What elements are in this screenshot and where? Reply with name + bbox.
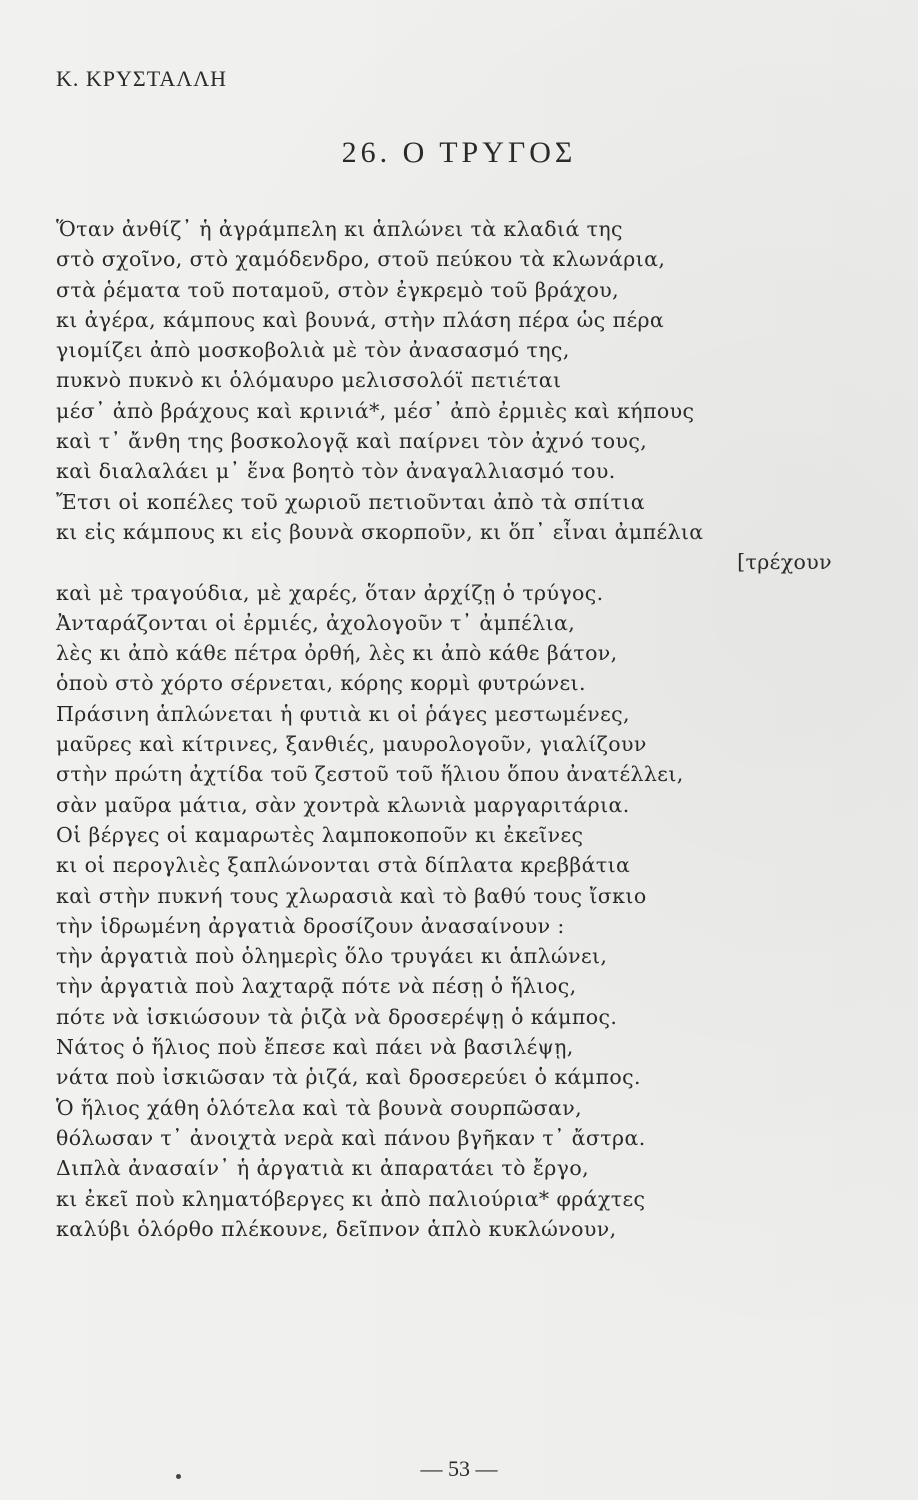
poem-line: στὸ σχοῖνο, στὸ χαμόδενδρο, στοῦ πεύκου τὰ κλωνάρια, — [56, 247, 666, 272]
poem-line: κι ἀγέρα, κάμπους καὶ βουνά, στὴν πλάση πέρα ὡς πέρα — [56, 307, 665, 332]
poem-line: καὶ μὲ τραγούδια, μὲ χαρές, ὅταν ἀρχίζῃ ὁ τρύγος. — [56, 580, 604, 605]
poem-line: στὴν πρώτη ἀχτίδα τοῦ ζεστοῦ τοῦ ἥλιου ὅπου ἀνατέλλει, — [56, 762, 684, 787]
poem-title: 26. Ο ΤΡΥΓΟΣ — [341, 136, 577, 169]
poem-line: μαῦρες καὶ κίτρινες, ξανθιές, μαυρολογοῦν, γιαλίζουν — [56, 732, 647, 757]
poem-line: Ἀνταράζονται οἱ ἐρμιές, ἀχολογοῦν τ᾽ ἀμπέλια, — [56, 610, 576, 635]
poem-line: ὁποὺ στὸ χόρτο σέρνεται, κόρης κορμὶ φυτρώνει. — [56, 671, 586, 696]
poem-line: Ὅταν ἀνθίζ᾽ ἡ ἀγράμπελη κι ἁπλώνει τὰ κλαδιά της — [56, 217, 623, 241]
poem-line: γιομίζει ἀπὸ μοσκοβολιὰ μὲ τὸν ἀνασασμό της, — [56, 338, 570, 363]
poem-line: στὰ ῥέματα τοῦ ποταμοῦ, στὸν ἐγκρεμὸ τοῦ βράχου, — [56, 277, 619, 302]
poem-line: σὰν μαῦρα μάτια, σὰν χοντρὰ κλωνιὰ μαργαριτάρια. — [56, 792, 630, 817]
poem-line: τὴν ἀργατιὰ ποὺ ὁλημερὶς ὅλο τρυγάει κι ἁπλώνει, — [56, 944, 608, 969]
poem-line: πότε νὰ ἰσκιώσουν τὰ ῥιζὰ νὰ δροσερέψῃ ὁ κάμπος. — [56, 1004, 618, 1029]
poem-line: καὶ διαλαλάει μ᾽ ἕνα βοητὸ τὸν ἀναγαλλιασμό του. — [56, 459, 616, 484]
poem-line: τὴν ἀργατιὰ ποὺ λαχταρᾷ πότε νὰ πέσῃ ὁ ἥλιος, — [56, 974, 577, 999]
poem-line: Πράσινη ἁπλώνεται ἡ φυτιὰ κι οἱ ῥάγες μεστωμένες, — [56, 701, 630, 726]
page-number: — 53 — — [420, 1456, 498, 1481]
poem-line: νάτα ποὺ ἰσκιῶσαν τὰ ῥιζά, καὶ δροσερεύει ὁ κάμπος. — [56, 1065, 641, 1090]
poem-line: καὶ στὴν πυκνή τους χλωρασιὰ καὶ τὸ βαθύ τους ἴσκιο — [56, 883, 647, 908]
poem-line: πυκνὸ πυκνὸ κι ὁλόμαυρο μελισσολόϊ πετιέται — [56, 368, 562, 393]
poem-body — [56, 214, 856, 1244]
poem-line: λὲς κι ἀπὸ κάθε πέτρα ὀρθή, λὲς κι ἀπὸ κάθε βάτον, — [56, 641, 618, 666]
poem-line: κι οἱ περογλιὲς ξαπλώνονται στὰ δίπλατα κρεββάτια — [56, 853, 631, 878]
poem-line: Διπλὰ ἀνασαίν᾽ ἡ ἀργατιὰ κι ἀπαρατάει τὸ ἔργο, — [56, 1156, 589, 1181]
poem-line: Οἱ βέργες οἱ καμαρωτὲς λαμποκοποῦν κι ἐκεῖνες — [56, 822, 584, 847]
poem-line: καλύβι ὁλόρθο πλέκουνε, δεῖπνον ἁπλὸ κυκλώνουν, — [56, 1216, 617, 1241]
poem-line: Ὁ ἥλιος χάθη ὁλότελα καὶ τὰ βουνὰ σουρπῶσαν, — [56, 1095, 583, 1120]
running-header-author: Κ. ΚΡΥΣΤΑΛΛΗ — [56, 66, 228, 91]
poem-line: κι ἐκεῖ ποὺ κληματόβεργες κι ἀπὸ παλιούρια* φράχτες — [56, 1186, 646, 1211]
poem-line: Ἔτσι οἱ κοπέλες τοῦ χωριοῦ πετιοῦνται ἀπὸ τὰ σπίτια — [56, 489, 646, 514]
poem-line: Νάτος ὁ ἥλιος ποὺ ἔπεσε καὶ πάει νὰ βασιλέψῃ, — [56, 1035, 574, 1060]
poem-line: θόλωσαν τ᾽ ἀνοιχτὰ νερὰ καὶ πάνου βγῆκαν τ᾽ ἄστρα. — [56, 1125, 646, 1150]
poem-line: κι εἰς κάμπους κι εἰς βουνὰ σκορποῦν, κι ὅπ᾽ εἶναι ἀμπέλια — [56, 519, 704, 544]
poem-line-overflow: [τρέχουν — [737, 550, 832, 575]
poem-line: τὴν ἱδρωμένη ἀργατιὰ δροσίζουν ἀνασαίνουν : — [56, 913, 565, 938]
poem-line: καὶ τ᾽ ἄνθη της βοσκολογᾷ καὶ παίρνει τὸν ἀχνό τους, — [56, 429, 648, 454]
poem-line: μέσ᾽ ἀπὸ βράχους καὶ κρινιά*, μέσ᾽ ἀπὸ ἐρμιὲς καὶ κήπους — [56, 398, 695, 423]
